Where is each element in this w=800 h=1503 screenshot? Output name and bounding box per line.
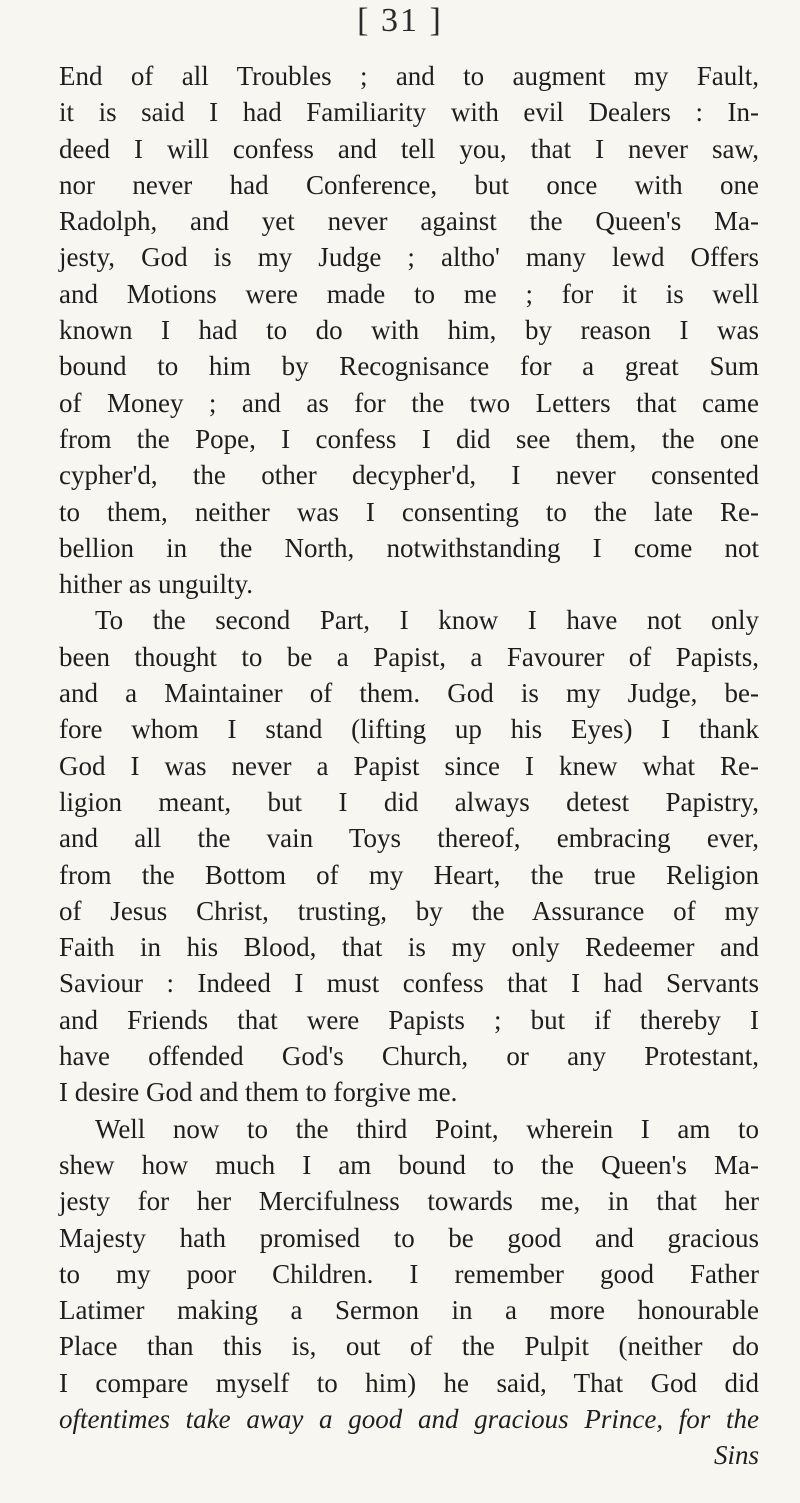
text-line: to my poor Children. I remember good Father: [59, 1258, 759, 1289]
text-line: shew how much I am bound to the Queen's Ma-: [59, 1149, 759, 1180]
text-line: have offended God's Church, or any Protestant,: [59, 1041, 759, 1072]
text-line: deed I will confess and tell you, that I never saw,: [59, 133, 759, 164]
text-line: of Jesus Christ, trusting, by the Assurance of my: [59, 895, 759, 926]
text-line: I compare myself to him) he said, That God did: [59, 1367, 759, 1398]
body-text: [59, 58, 759, 1474]
text-line: and all the vain Toys thereof, embracing ever,: [59, 823, 759, 854]
text-line: Majesty hath promised to be good and gracious: [59, 1222, 759, 1253]
text-line: hither as unguilty.: [59, 569, 253, 600]
text-line: jesty for her Mercifulness towards me, in that her: [59, 1186, 759, 1217]
text-line: oftentimes take away a good and gracious Prince, for the: [59, 1403, 759, 1434]
text-line: of Money ; and as for the two Letters that came: [59, 387, 759, 418]
text-line: ligion meant, but I did always detest Papistry,: [59, 786, 759, 817]
text-line: and a Maintainer of them. God is my Judge, be-: [59, 678, 759, 709]
catchword: Sins: [713, 1440, 759, 1471]
text-line: Faith in his Blood, that is my only Redeemer and: [59, 932, 759, 963]
text-line: I desire God and them to forgive me.: [59, 1077, 458, 1108]
text-line: it is said I had Familiarity with evil Dealers : In-: [59, 97, 759, 128]
text-line: Latimer making a Sermon in a more honourable: [59, 1295, 759, 1326]
text-line: fore whom I stand (lifting up his Eyes) I thank: [59, 714, 759, 745]
text-line: been thought to be a Papist, a Favourer of Papists,: [59, 641, 759, 672]
text-line: Place than this is, out of the Pulpit (neither do: [59, 1331, 759, 1362]
text-line: and Friends that were Papists ; but if thereby I: [59, 1004, 759, 1035]
text-line: jesty, God is my Judge ; altho' many lewd Offers: [59, 242, 759, 273]
text-line: End of all Troubles ; and to augment my Fault,: [59, 61, 759, 91]
text-line: to them, neither was I consenting to the late Re-: [59, 496, 759, 527]
page-number: [ 31 ]: [357, 2, 443, 39]
text-line: Saviour : Indeed I must confess that I had Servants: [59, 968, 759, 999]
text-line: God I was never a Papist since I knew what Re-: [59, 750, 759, 781]
text-line: cypher'd, the other decypher'd, I never consented: [59, 460, 759, 491]
text-line: bound to him by Recognisance for a great Sum: [59, 351, 759, 382]
text-line: Radolph, and yet never against the Queen's Ma-: [59, 206, 759, 237]
text-line: and Motions were made to me ; for it is well: [59, 278, 759, 309]
text-line: To the second Part, I know I have not only: [95, 605, 759, 636]
text-line: Well now to the third Point, wherein I am to: [95, 1113, 759, 1144]
text-line: from the Pope, I confess I did see them, the one: [59, 423, 759, 454]
text-line: nor never had Conference, but once with one: [59, 169, 759, 200]
text-line: bellion in the North, notwithstanding I come not: [59, 532, 759, 563]
text-line: known I had to do with him, by reason I was: [59, 315, 759, 346]
text-line: from the Bottom of my Heart, the true Religion: [59, 859, 759, 890]
